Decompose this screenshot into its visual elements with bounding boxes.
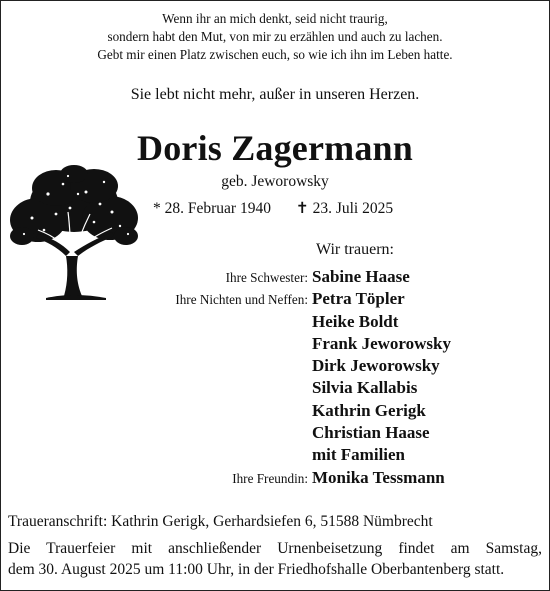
mourner-name: Sabine Haase — [312, 267, 410, 286]
mourner-name: Monika Tessmann — [312, 467, 445, 487]
mourner-name: Dirk Jeworowsky — [312, 356, 440, 376]
list-item — [0, 288, 550, 310]
mourner-name: Frank Jeworowsky — [312, 333, 451, 353]
poem-line: sondern habt den Mut, von mir zu erzählen und auch zu lachen. — [107, 29, 443, 44]
list-item — [0, 377, 550, 399]
cross-icon: ✝ — [295, 200, 309, 217]
list-item — [0, 333, 550, 355]
poem-line: Gebt mir einen Platz zwischen euch, so wie ich ihn im Leben hatte. — [97, 47, 453, 62]
death-date: 23. Juli 2025 — [312, 200, 394, 217]
life-dates — [153, 199, 393, 219]
mourner-name: Petra Töpler — [312, 289, 405, 309]
mourners-heading: Wir trauern: — [316, 241, 394, 258]
mourner-name: Heike Boldt — [312, 311, 399, 331]
list-item — [0, 266, 550, 288]
poem-line: Wenn ihr an mich denkt, seid nicht traurig, — [162, 11, 388, 26]
birth-star-icon: * — [153, 200, 161, 217]
poem — [0, 10, 550, 64]
mourners-list — [0, 266, 550, 489]
relation-label: Ihre Freundin: — [232, 470, 308, 486]
mourner-name: Christian Haase — [312, 423, 430, 443]
birth-date: 28. Februar 1940 — [164, 200, 271, 217]
mourner-name: mit Familien — [312, 445, 406, 465]
list-item — [0, 422, 550, 444]
motto: Sie lebt nicht mehr, außer in unseren Herzen. — [130, 86, 420, 103]
service-line: dem 30. August 2025 um 11:00 Uhr, in der Friedhofshalle Oberbantenberg statt. — [8, 561, 505, 578]
list-item — [0, 467, 550, 489]
list-item — [0, 444, 550, 466]
list-item — [0, 355, 550, 377]
service-line: Die Trauerfeier mit anschließender Urnenbeisetzung findet am Samstag, — [8, 540, 542, 557]
funeral-service-notice — [8, 538, 542, 580]
mourner-name: Kathrin Gerigk — [312, 400, 426, 420]
list-item — [0, 400, 550, 422]
born-name: geb. Jeworowsky — [221, 173, 329, 190]
relation-label: Ihre Nichten und Neffen: — [175, 292, 308, 308]
relation-label: Ihre Schwester: — [225, 270, 308, 285]
list-item — [0, 311, 550, 333]
mourning-address: Traueranschrift: Kathrin Gerigk, Gerhardsiefen 6, 51588 Nümbrecht — [8, 513, 433, 530]
mourner-name: Silvia Kallabis — [312, 378, 418, 398]
deceased-name: Doris Zagermann — [137, 128, 413, 168]
